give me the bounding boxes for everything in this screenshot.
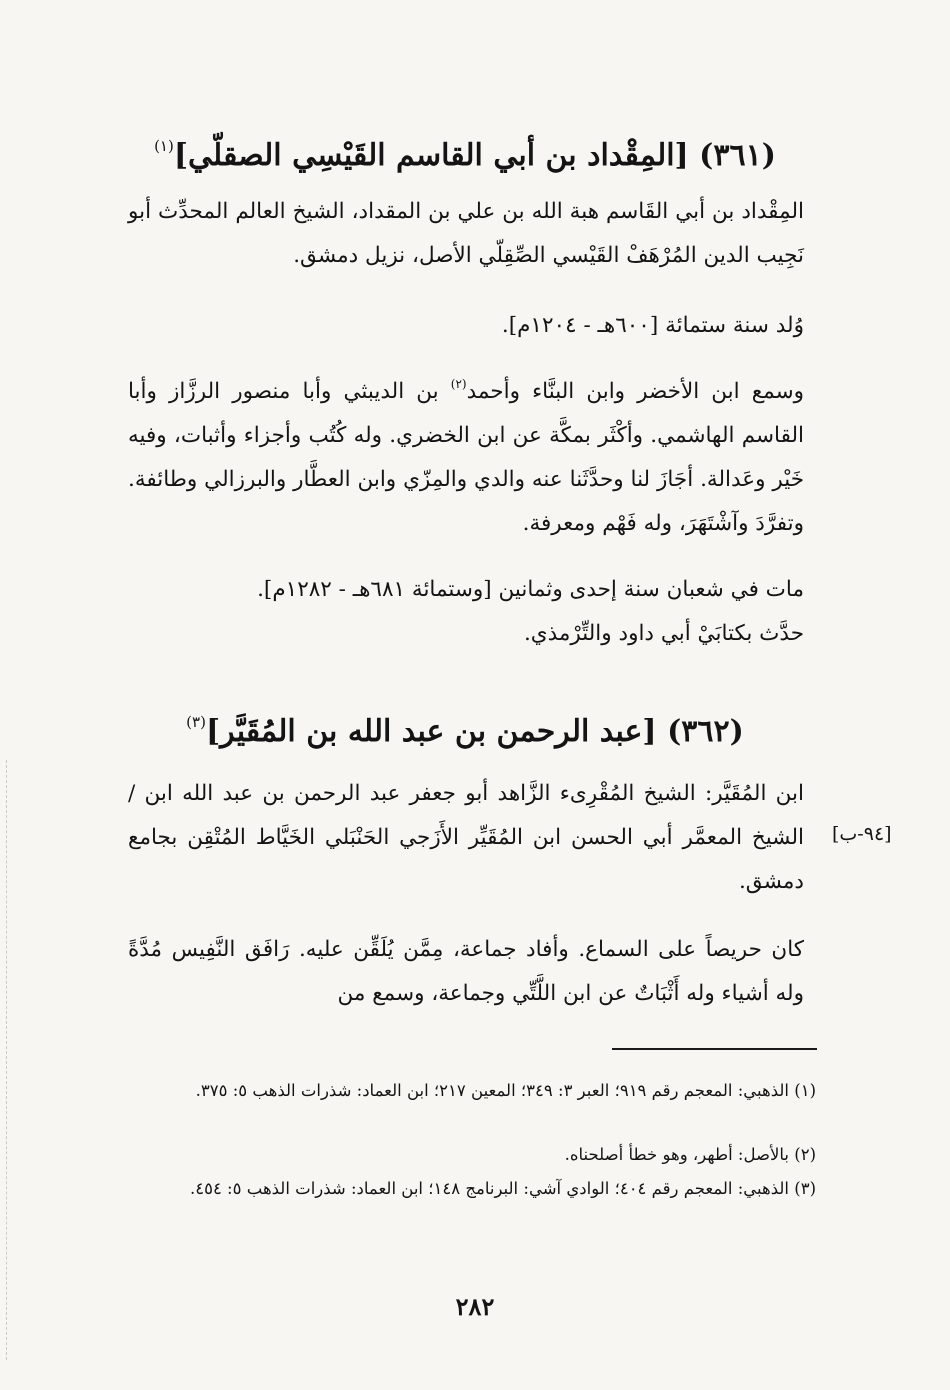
footnote-separator xyxy=(612,1048,817,1050)
entry-361-hadith-line: حدَّث بكتابَيْ أبي داود والتِّرْمذي. xyxy=(523,621,804,646)
entry-362-paragraph-1: ابن المُقَيَّر: الشيخ المُقْرِىء الزَّاهد أبو جعفر عبد الرحمن بن عبد الله ابن / الشيخ المعمَّر أبي الحسن ابن المُقَيِّر الأَزَجي الحَنْبَلي الخَيَّاط المُتْقِن بجامع دمشق. xyxy=(128,781,804,894)
footnote-ref-1: (١) xyxy=(154,137,174,155)
entry-361-birth-line: وُلد سنة ستمائة [٦٠٠هـ - ١٢٠٤م]. xyxy=(501,313,804,338)
entry-361-heading xyxy=(100,126,830,176)
footnote-3: (٣) الذهبي: المعجم رقم ٤٠٤؛ الوادي آشي: البرنامج ١٤٨؛ ابن العماد: شذرات الذهب ٥: ٤٥٤. xyxy=(189,1179,816,1198)
entry-361-heading-text: (٣٦١) [المِقْداد بن أبي القاسم القَيْسِي الصقلّي] xyxy=(173,138,776,173)
entry-362-paragraph-2: كان حريصاً على السماع. وأفاد جماعة، مِمَّن يُلَقِّن عليه. رَافَق النَّفِيس مُدَّةً وله أشياء وله أَثْبَاتٌ عن ابن اللَّتِّي وجماعة، وسمع من xyxy=(128,937,804,1006)
folio-margin-note: [٩٤-ب] xyxy=(832,823,892,845)
entry-362-heading xyxy=(100,702,830,752)
footnote-ref-2: (٢) xyxy=(450,377,467,391)
entry-361-death-line: مات في شعبان سنة إحدى وثمانين [وستمائة ٦٨١هـ - ١٢٨٢م]. xyxy=(257,577,804,602)
scan-edge-line xyxy=(6,760,7,1360)
footnote-ref-3: (٣) xyxy=(186,713,206,731)
page-number: ٢٨٢ xyxy=(455,1292,495,1321)
entry-361-paragraph-3 xyxy=(128,362,804,546)
entry-361-p3-rest: بن الديبثي وأبا منصور الرزَّاز وأبا القاسم الهاشمي. وأكْثَر بمكَّة عن ابن الخضري. وله كُتُب وأجزاء وأثبات، وفيه خَيْر وعَدالة. أجَازَ لنا وحدَّثَنا عنه والدي والمِزّي وابن العطَّار والبرزالي وطائفة. وتفرَّدَ وآشْتَهَرَ، وله فَهْم ومعرفة. xyxy=(128,379,804,536)
entry-361-p3-start: وسمع ابن الأخضر وابن البنَّاء وأحمد xyxy=(466,379,805,404)
entry-362-heading-text: (٣٦٢) [عبد الرحمن بن عبد الله بن المُقَيَّر] xyxy=(205,714,744,749)
footnote-1: (١) الذهبي: المعجم رقم ٩١٩؛ العبر ٣: ٣٤٩؛ المعين ٢١٧؛ ابن العماد: شذرات الذهب ٥: ٣٧٥. xyxy=(195,1081,816,1100)
footnote-2: (٢) بالأصل: أطهر، وهو خطأ أصلحناه. xyxy=(564,1145,816,1164)
entry-361-paragraph-1: المِقْداد بن أبي القَاسم هبة الله بن علي بن المقداد، الشيخ العالم المحدِّث أبو نَجِيب الدين المُرْهَفْ القَيْسي الصِّقِلّي الأصل، نزيل دمشق. xyxy=(128,199,804,268)
